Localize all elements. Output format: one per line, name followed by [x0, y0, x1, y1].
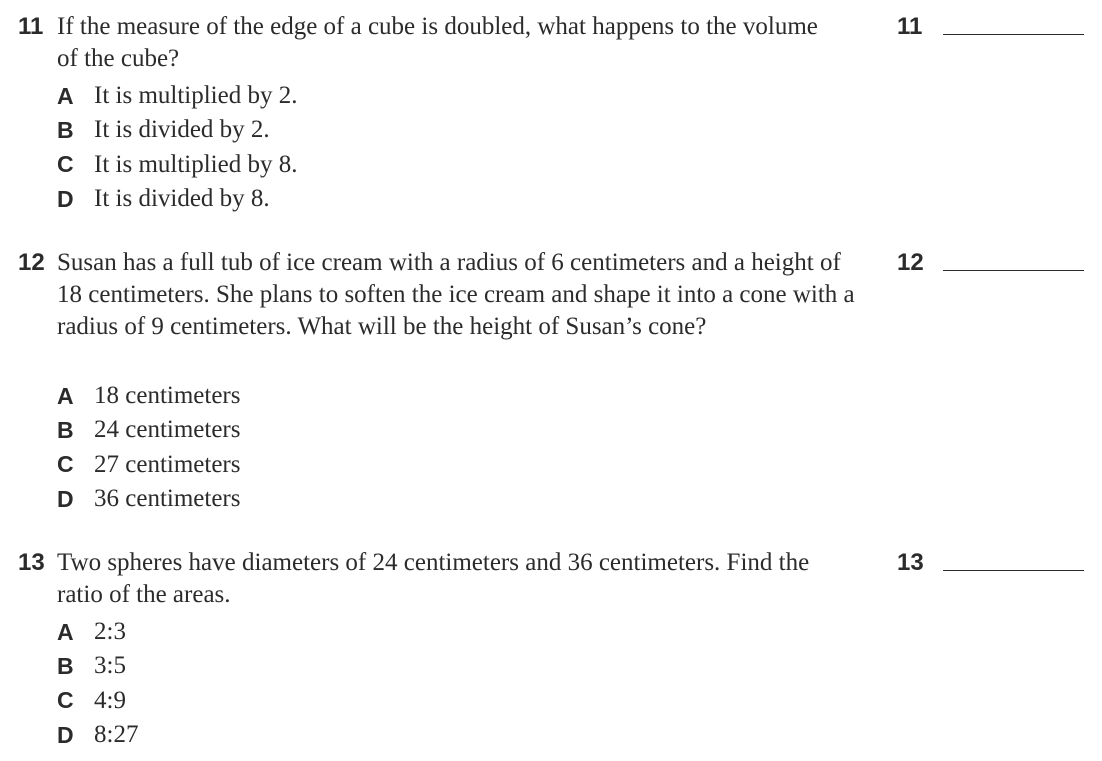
question-text: Susan has a full tub of ice cream with a radius of 6 centimeters and a height of 18 centimeters. She plans to soften the ice cream and shape it into a cone with a radius of 9 centimeters. What will be the height of Susan’s cone?	[57, 249, 855, 340]
choice-letter: A	[57, 382, 74, 409]
choice-letter: A	[57, 618, 74, 645]
answer-blank[interactable]	[943, 34, 1084, 35]
choice-text: 3:5	[94, 652, 126, 680]
choice-d[interactable]	[57, 182, 297, 216]
choice-text: It is multiplied by 2.	[94, 82, 298, 110]
choice-text: 18 centimeters	[94, 382, 241, 410]
question-number: 13	[18, 549, 45, 576]
choice-text: 4:9	[94, 686, 126, 714]
choice-letter: D	[57, 721, 74, 748]
question-number: 12	[18, 249, 45, 276]
answer-number: 12	[897, 249, 924, 276]
choice-a[interactable]	[57, 615, 138, 649]
choice-a[interactable]	[57, 379, 240, 413]
choice-text: 36 centimeters	[94, 485, 241, 513]
choice-letter: D	[57, 185, 74, 212]
choice-letter: B	[57, 416, 74, 443]
choice-text: It is divided by 8.	[94, 185, 270, 213]
choice-text: 8:27	[94, 721, 139, 749]
answer-blank[interactable]	[943, 570, 1084, 571]
answer-blank[interactable]	[943, 270, 1084, 271]
choice-letter: C	[57, 151, 74, 178]
answer-number: 11	[897, 13, 923, 40]
choice-text: 2:3	[94, 618, 126, 646]
question-text: If the measure of the edge of a cube is doubled, what happens to the volume of the cube?	[57, 13, 818, 72]
choice-b[interactable]	[57, 413, 240, 447]
choice-c[interactable]	[57, 684, 138, 718]
choice-letter: A	[57, 82, 74, 109]
answer-choices	[57, 79, 297, 216]
answer-number: 13	[897, 549, 924, 576]
choice-a[interactable]	[57, 79, 297, 113]
choice-letter: B	[57, 116, 74, 143]
question-text: Two spheres have diameters of 24 centimeters and 36 centimeters. Find the ratio of the areas.	[57, 549, 810, 608]
question-number: 11	[18, 13, 44, 40]
answer-choices	[57, 379, 240, 516]
choice-letter: D	[57, 485, 74, 512]
choice-letter: C	[57, 687, 74, 714]
choice-b[interactable]	[57, 649, 138, 683]
choice-d[interactable]	[57, 718, 138, 752]
choice-letter: C	[57, 451, 74, 478]
choice-c[interactable]	[57, 448, 240, 482]
choice-d[interactable]	[57, 482, 240, 516]
choice-text: 24 centimeters	[94, 416, 241, 444]
choice-b[interactable]	[57, 113, 297, 147]
choice-text: It is divided by 2.	[94, 116, 270, 144]
choice-text: 27 centimeters	[94, 450, 241, 478]
answer-choices	[57, 615, 138, 752]
choice-text: It is multiplied by 8.	[94, 150, 298, 178]
choice-letter: B	[57, 652, 74, 679]
choice-c[interactable]	[57, 148, 297, 182]
